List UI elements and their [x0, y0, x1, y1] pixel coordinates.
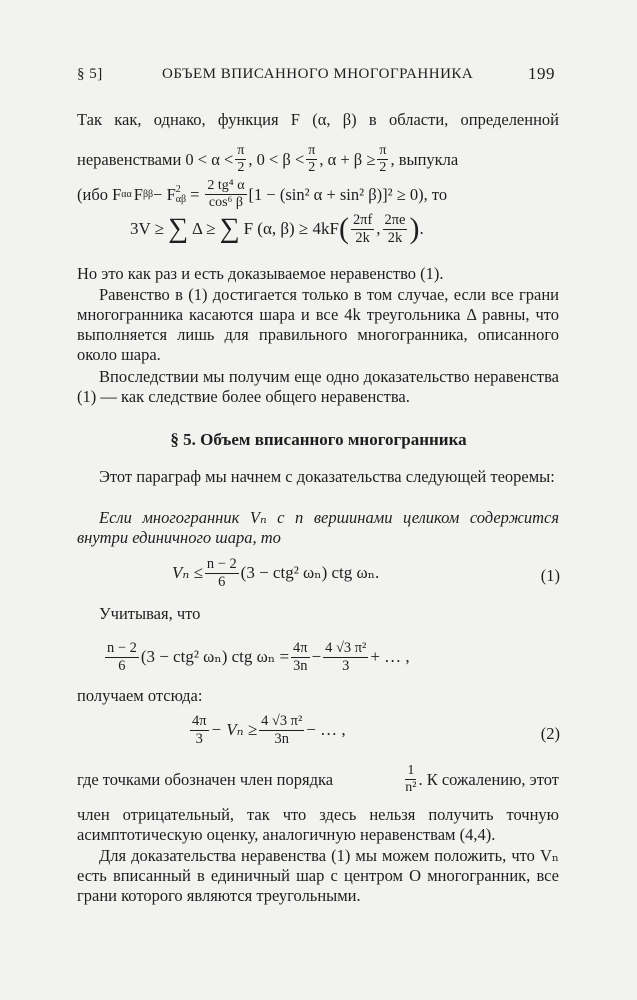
- fraction: [351, 212, 374, 246]
- fraction-numerator: π: [377, 143, 388, 160]
- text-line: получаем отсюда:: [77, 686, 203, 705]
- fraction: [235, 143, 246, 176]
- fraction: [205, 556, 239, 590]
- paragraph-intro: Этот параграф мы начнем с доказательства следующей теоремы:: [99, 467, 555, 486]
- text-line-order: [77, 763, 559, 796]
- text-fragment: , 0 < β <: [248, 149, 305, 169]
- fraction-numerator: π: [306, 143, 317, 160]
- text-fragment: . К сожалению, этот: [418, 769, 559, 789]
- fraction: [383, 212, 408, 246]
- fraction-denominator: 3n: [274, 730, 289, 747]
- text-fragment: , α + β ≥: [319, 149, 376, 169]
- fraction-denominator: 6: [118, 657, 126, 674]
- formula-part: − Vₙ ≥: [210, 720, 258, 740]
- formula-part: F (α, β) ≥ 4kF: [243, 219, 339, 239]
- text-fragment: (ибо F: [77, 184, 122, 204]
- formula-part: (3 − ctg² ωₙ) ctg ωₙ.: [240, 563, 380, 583]
- equals-sign: =: [190, 184, 200, 204]
- fraction-numerator: 2πe: [384, 212, 406, 228]
- text-line-convexity: [77, 178, 447, 211]
- text-line-inequalities: [77, 143, 559, 176]
- comma: ,: [376, 219, 381, 239]
- fraction-denominator: 3: [195, 730, 203, 747]
- text-fragment: F: [133, 184, 143, 204]
- fraction: [405, 763, 416, 796]
- period: .: [419, 219, 424, 239]
- fraction-numerator: 2πf: [352, 212, 373, 228]
- fraction: [190, 713, 209, 747]
- fraction-denominator: 2: [237, 160, 245, 176]
- fraction: [306, 143, 317, 176]
- fraction-denominator: n²: [405, 780, 417, 796]
- fraction-denominator: 2: [308, 160, 316, 176]
- text-line: Так как, однако, функция F (α, β) в области, определенной: [77, 110, 559, 129]
- superscript: 2: [175, 183, 181, 195]
- text-fragment: неравенствами 0 < α <: [77, 149, 234, 169]
- page-number: 199: [528, 64, 555, 83]
- subscript: αα: [121, 189, 132, 201]
- formula-part: (3 − ctg² ωₙ) ctg ωₙ =: [140, 647, 290, 667]
- fraction-denominator: 2k: [355, 229, 370, 246]
- fraction-denominator: 2: [379, 160, 387, 176]
- text-group: [403, 763, 559, 796]
- text-line: Учитывая, что: [99, 604, 201, 623]
- formula-part: − … ,: [306, 720, 346, 740]
- fraction: [323, 640, 368, 674]
- paragraph-negative-term: член отрицательный, так что здесь нельзя получить точную асимптотическую оценку, аналогичную неравенствам (4,4).: [77, 805, 559, 844]
- text-fragment: [1 − (sin² α + sin² β)]² ≥ 0), то: [248, 184, 448, 204]
- header-section-number: § 5]: [77, 66, 103, 82]
- fraction: [259, 713, 304, 747]
- fraction-numerator: 4π: [293, 640, 308, 656]
- formula-eq1: [172, 556, 379, 590]
- equation-number: (1): [540, 566, 560, 585]
- fraction: [377, 143, 388, 176]
- formula-eq2: [188, 713, 346, 747]
- paragraph-equality-case: Равенство в (1) достигается только в том случае, если все грани многогранника касаются шара и все 4k треугольника Δ равны, что выполняется лишь для правильного многогранника, описанного около шара.: [77, 285, 559, 364]
- equation-number: (2): [540, 724, 560, 743]
- sup-sub: [176, 185, 186, 205]
- text-fragment: − F: [153, 184, 176, 204]
- fraction-numerator: 1: [405, 763, 416, 780]
- formula-part: + … ,: [370, 647, 410, 667]
- fraction-numerator: 4 √3 π²: [325, 640, 367, 656]
- formula-part: 3V ≥: [130, 219, 165, 239]
- fraction-denominator: 6: [218, 573, 226, 590]
- paragraph-later-proof: Впоследствии мы получим еще одно доказательство неравенства (1) — как следствие более общего неравенства.: [77, 367, 559, 406]
- sum-symbol: ∑: [168, 213, 189, 245]
- fraction: [205, 178, 246, 211]
- paren-open: (: [338, 212, 349, 246]
- formula-series: [103, 640, 410, 674]
- fraction-denominator: 2k: [387, 229, 403, 246]
- paragraph-proof-setup: Для доказательства неравенства (1) мы можем положить, что Vₙ есть вписанный в единичный шар с центром O многогранник, все грани которого являются треугольными.: [77, 846, 559, 905]
- fraction-numerator: 2 tg⁴ α: [205, 178, 246, 195]
- theorem-statement: Если многогранник Vₙ с n вершинами целиком содержится внутри единичного шара, то: [77, 508, 559, 547]
- subscript: αβ: [175, 193, 187, 205]
- paren-close: ): [409, 212, 420, 246]
- text-line: Но это как раз и есть доказываемое неравенство (1).: [77, 264, 444, 283]
- fraction: [105, 640, 139, 674]
- fraction-numerator: 4π: [192, 713, 207, 729]
- section-heading: § 5. Объем вписанного многогранника: [170, 430, 467, 449]
- fraction-numerator: n − 2: [206, 556, 237, 572]
- header-title: ОБЪЕМ ВПИСАННОГО МНОГОГРАННИКА: [162, 66, 474, 82]
- fraction: [291, 640, 310, 674]
- text-fragment: , выпукла: [390, 149, 459, 169]
- fraction-numerator: 4 √3 π²: [261, 713, 303, 729]
- fraction-denominator: cos⁶ β: [208, 195, 244, 211]
- formula-part: Vₙ ≤: [172, 563, 203, 583]
- fraction-denominator: 3n: [293, 657, 308, 674]
- sum-symbol: ∑: [219, 213, 240, 245]
- fraction-denominator: 3: [342, 657, 350, 674]
- text-fragment: где точками обозначен член порядка: [77, 769, 334, 789]
- fraction-numerator: π: [235, 143, 246, 160]
- formula-volume-inequality: [130, 212, 424, 246]
- subscript: ββ: [142, 189, 154, 201]
- formula-part: Δ ≥: [192, 219, 216, 239]
- formula-part: −: [311, 647, 322, 667]
- fraction-numerator: n − 2: [107, 640, 137, 656]
